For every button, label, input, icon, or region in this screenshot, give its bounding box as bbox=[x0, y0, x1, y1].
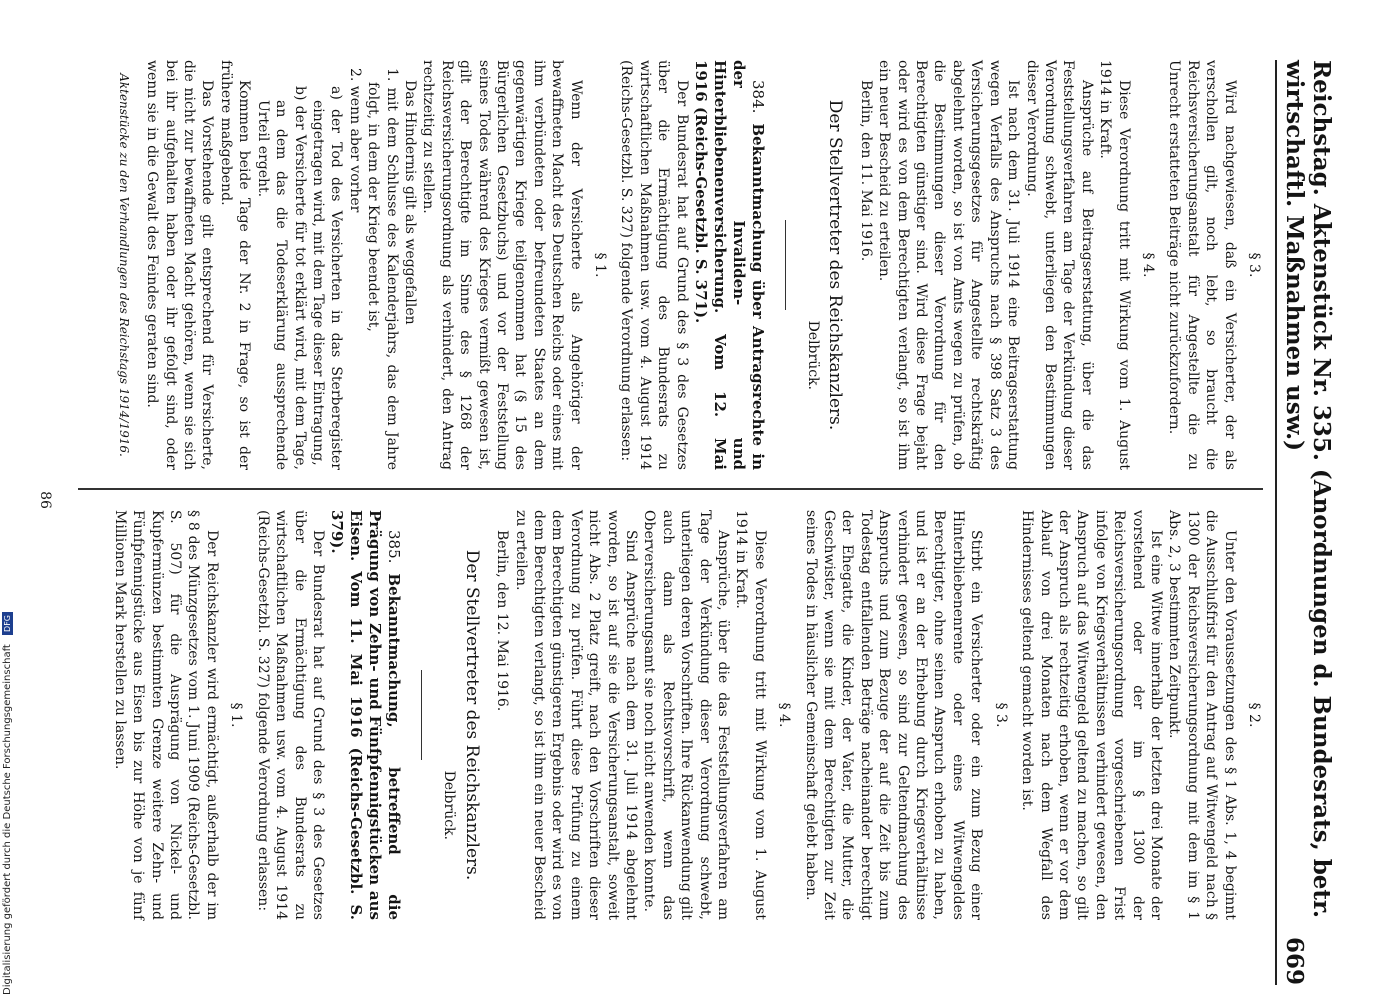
left-column bbox=[114, 60, 1271, 470]
paragraph: Diese Verordnung tritt mit Wirkung vom 1. August 1914 in Kraft. bbox=[1097, 60, 1132, 470]
paragraph: Der Bundesrat hat auf Grund des § 3 des Gesetzes über die Ermächtigung des Bundesrats zu wirtschaftlichen Maßnahmen usw. vom 4. August 1914 (Reichs-Gesetzbl. S. 327) folgende Verordnung erlassen: bbox=[254, 510, 326, 920]
signature-name: Delbrück. bbox=[441, 770, 458, 840]
right-column bbox=[110, 510, 1271, 920]
signature-title: Der Stellvertreter des Reichskanzlers. bbox=[461, 549, 482, 881]
signature-title: Der Stellvertreter des Reichskanzlers. bbox=[825, 99, 846, 431]
separator-rule bbox=[785, 220, 786, 310]
footer-line: Aktenstücke zu den Verhandlungen des Reichstags 1914/1916. bbox=[116, 73, 131, 457]
margin-caption bbox=[2, 605, 16, 995]
paragraph: Ist eine Witwe innerhalb der letzten drei Monate der vorstehend oder der im § 1300 der Reichsversicherungsordnung vorgeschriebenen Frist infolge von Kriegsverhältnissen verhindert gewesen, den Anspruch auf das Witwengeld geltend zu machen, so gilt der Anspruch als rechtzeitig erhoben, wenn er vor dem Ablauf von drei Monaten nach dem Wegfall des Hindernisses geltend gemacht worden ist. bbox=[1019, 510, 1164, 920]
section-heading: § 2. bbox=[1246, 702, 1262, 728]
section-heading: § 4. bbox=[1139, 252, 1156, 278]
notice-number: 384. bbox=[748, 80, 767, 114]
notice-number: 385. bbox=[384, 530, 403, 564]
paragraph: Ansprüche auf Beitragserstattung, über die das Feststellungsverfahren am Tage der Verkündung dieser Verordnung schwebt, unterliegen den Bestimmungen dieser Verordnung. bbox=[1023, 60, 1095, 470]
running-header-page: 669 bbox=[1281, 936, 1308, 985]
list-item: b) der Versicherte für tot erklärt wird, mit dem Tage, an dem das die Todeserklärung aussprechende Urteil ergeht. bbox=[254, 86, 308, 470]
paragraph: Wird nachgewiesen, daß ein Versicherter, der als verschollen gilt, noch lebt, so braucht die Reichsversicherungsanstalt für Angestellte die zu Unrecht erstatteten Beiträge nicht zurückzufordern. bbox=[1166, 60, 1238, 470]
paragraph: Diese Verordnung tritt mit Wirkung vom 1. August 1914 in Kraft. bbox=[733, 510, 768, 920]
section-heading: § 3. bbox=[1246, 252, 1262, 278]
notice-title bbox=[691, 60, 767, 470]
dfg-logo: DFG bbox=[2, 612, 13, 635]
margin-caption-text: Digitalisierung gefördert durch die Deutsche Forschungsgemeinschaft bbox=[2, 644, 13, 995]
section-heading: § 3. bbox=[992, 702, 1009, 728]
paragraph: Stirbt ein Versicherter oder ein zum Bezug einer Hinterbliebenenrente oder eines Witwengeldes Berechtigter, ohne seinen Anspruch erhoben zu haben, und ist er an der Erhebung durch Kriegsverhältnisse verhindert gewesen, so sind zur Geltendmachung des Anspruchs und zum Bezuge der auf die Zeit bis zum Todestag entfallenden Beträge nacheinander berechtigt der Ehegatte, die Kinder, der Vater, die Mutter, die Geschwister, wenn sie mit dem Berechtigten zur Zeit seines Todes in häuslicher Gemeinschaft gelebt haben. bbox=[802, 510, 985, 920]
date-line: Berlin, den 11. Mai 1916. bbox=[857, 80, 874, 262]
paragraph: Unter den Voraussetzungen des § 1 Abs. 1, 4 beginnt die Ausschlußfrist für den Antrag auf Witwengeld nach § 1300 der Reichsversicherungsordnung mit dem im § 1 Abs. 2, 3 bestimmten Zeitpunkt. bbox=[1166, 510, 1238, 920]
list-item: 1. mit dem Schlusse des Kalenderjahrs, das dem Jahre folgt, in dem der Krieg beendet ist, bbox=[365, 68, 400, 470]
paragraph: Der Bundesrat hat auf Grund des § 3 des Gesetzes über die Ermächtigung des Bundesrats zu wirtschaftlichen Maßnahmen usw. vom 4. August 1914 (Reichs-Gesetzbl. S. 327) folgende Verordnung erlassen: bbox=[618, 60, 690, 470]
paragraph: Sind Ansprüche nach dem 31. Juli 1914 abgelehnt worden, so ist auf sie die Versicherungsanstalt, soweit nicht Abs. 2 Platz greift, nach den Vorschriften dieser Verordnung zu prüfen. Führt diese Prüfung zu einem dem Berechtigten günstigeren Ergebnis oder wird es von dem Berechtigten verlangt, so ist ihm ein neuer Bescheid zu erteilen. bbox=[512, 510, 639, 920]
paragraph: Der Reichskanzler wird ermächtigt, außerhalb der im § 8 des Münzgesetzes vom 1. Juni 1909 (Reichs-Gesetzbl. S. 507) für die Ausprägung von Nickel- und Kupfermünzen bestimmten Grenze weitere Zehn- und Fünfpfennigstücke aus Eisen bis zur Höhe von je fünf Millionen Mark herstellen zu lassen. bbox=[111, 510, 220, 920]
paragraph: Ist nach dem 31. Juli 1914 eine Beitragserstattung wegen Verfalls des Anspruchs nach § 398 Satz 3 des Versicherungsgesetzes für Angestellte rechtskräftig abgelehnt worden, so ist von Amts wegen zu prüfen, ob die Bestimmungen dieser Verordnung für den Berechtigten günstiger sind. Wird diese Frage bejaht oder wird es von dem Berechtigten verlangt, so ist ihm ein neuer Bescheid zu erteilen. bbox=[876, 60, 1022, 470]
column-divider bbox=[78, 488, 1263, 490]
section-heading: § 1. bbox=[592, 252, 609, 278]
signature-name: Delbrück. bbox=[805, 320, 822, 390]
running-header-title: Reichstag. Aktenstück Nr. 335. (Anordnungen d. Bundesrats, betr. wirtschaftl. Maßnahmen usw.) bbox=[1281, 60, 1335, 919]
page-number: 86 bbox=[37, 491, 53, 509]
paragraph: Ansprüche, über die das Feststellungsverfahren am Tage der Verkündung dieser Verordnung schwebt, unterliegen deren Vorschriften. Ihre Rückanwendung gilt auch dann als Rechtsvorschrift, wenn das Oberversicherungsamt sie noch nicht anwenden konnte. bbox=[641, 510, 732, 920]
date-line: Berlin, den 12. Mai 1916. bbox=[494, 530, 511, 712]
paragraph: Kommen beide Tage der Nr. 2 in Frage, so ist der frühere maßgebend. bbox=[217, 60, 253, 470]
paragraph: Das Vorstehende gilt entsprechend für Versicherte, die nicht zur bewaffneten Macht gehören, wenn sie sich bei ihr aufgehalten haben oder ihr gefolgt sind, oder wenn sie in die Gewalt des Feindes geraten sind. bbox=[144, 60, 216, 470]
separator-rule bbox=[421, 670, 422, 760]
paragraph: Das Hindernis gilt als weggefallen bbox=[401, 80, 418, 325]
list-item: 2. wenn aber vorher bbox=[346, 68, 363, 213]
notice-title-text: Bekanntmachung über Antragsrechte in der Invaliden- und Hinterbliebenenversicherung. Vom 12. Mai 1916 (Reichs-Gesetzbl. S. 371). bbox=[691, 60, 767, 470]
notice-title-text: Bekanntmachung, betreffend die Prägung von Zehn- und Fünfpfennigstücken aus Eisen. Vom 11. Mai 1916 (Reichs-Gesetzbl. S. 379). bbox=[327, 510, 403, 920]
section-heading: § 4. bbox=[776, 702, 793, 728]
list-item: a) der Tod des Versicherten in das Sterberegister eingetragen wird, mit dem Tage dieser Eintragung, bbox=[309, 86, 345, 470]
section-heading: § 1. bbox=[228, 702, 245, 728]
paragraph: Wenn der Versicherte als Angehöriger der bewaffneten Macht des Deutschen Reichs oder eines mit ihm verbündeten oder befreundeten Staates an dem gegenwärtigen Kriege teilgenommen hat (§ 15 des Bürgerlichen Gesetzbuchs) und vor der Feststellung seines Todes während des Krieges vermißt gewesen ist, gilt der Berechtigte im Sinne des § 1268 der Reichsversicherungsordnung als verhindert, den Antrag rechtzeitig zu stellen. bbox=[420, 60, 584, 470]
notice-title bbox=[327, 510, 403, 920]
running-header bbox=[1275, 60, 1335, 985]
